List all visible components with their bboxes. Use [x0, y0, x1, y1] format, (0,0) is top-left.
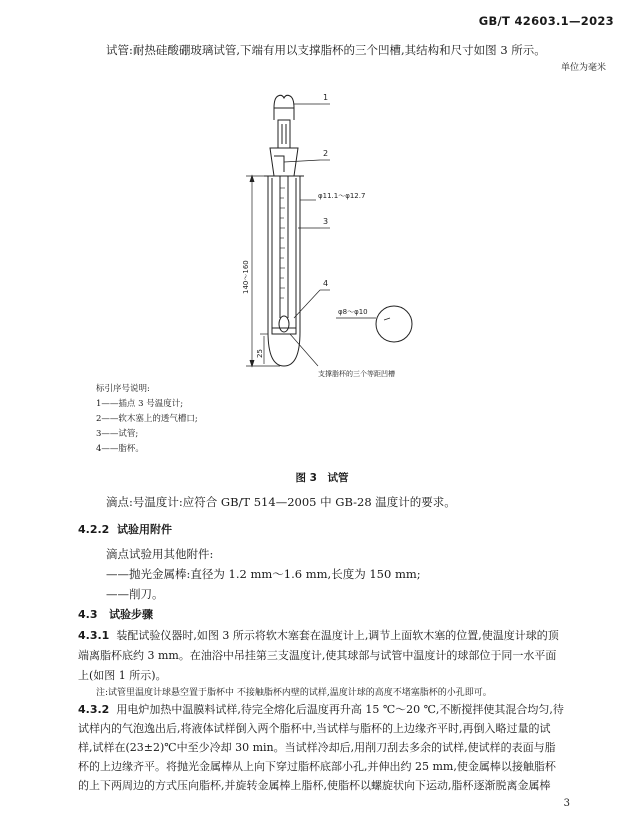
clause-line: 的上下两周边的方式压向脂杯,并旋转金属棒上脂杯,使脂杯以螺旋状向下运动,脂杯逐渐脱离金属棒	[78, 779, 551, 792]
standard-header: GB/T 42603.1—2023	[478, 14, 614, 28]
intro-paragraph: 试管:耐热硅酸硼玻璃试管,下端有用以支撑脂杯的三个凹槽,其结构和尺寸如图 3 所示。	[106, 43, 546, 57]
support-label: 支撑脂杯的三个等距凹槽	[318, 370, 395, 378]
section-number: 4.2.2	[78, 523, 110, 536]
clause-line: 上(如图 1 所示)。	[78, 669, 167, 682]
figure-caption: 图 3 试管	[295, 472, 349, 484]
legend-item: 1——插点 3 号温度计;	[96, 399, 184, 409]
callout-1: 1	[323, 93, 329, 102]
clause-4-3-2	[78, 700, 610, 795]
legend-item: 3——试管;	[96, 429, 139, 439]
thermometer-paragraph: 滴点:号温度计:应符合 GB/T 514—2005 中 GB-28 温度计的要求。	[106, 495, 456, 509]
clause-line: 样,试样在(23±2)℃中至少冷却 30 min。当试样冷却后,用削刀刮去多余的试样,使试样的表面与脂	[78, 741, 556, 754]
legend-item: 2——软木塞上的透气槽口;	[96, 414, 198, 424]
section-title: 试验步骤	[109, 608, 153, 621]
dim-total-label: 140～160	[242, 260, 250, 294]
accessories-intro: 滴点试验用其他附件:	[106, 547, 214, 561]
unit-note: 单位为毫米	[560, 63, 606, 73]
clause-line: 装配试验仪器时,如图 3 所示将软木塞套在温度计上,调节上面软木塞的位置,使温度计球的顶	[116, 629, 559, 642]
dim-bottom-label: 25	[256, 349, 264, 358]
accessory-item: ——抛光金属棒:直径为 1.2 mm～1.6 mm,长度为 150 mm;	[106, 567, 421, 581]
clause-number: 4.3.2	[78, 703, 110, 716]
dim-neck-label: φ11.1～φ12.7	[318, 192, 366, 200]
clause-line: 试样内的气泡逸出后,将液体试样倒入两个脂杯中,当试样与脂杯的上边缘齐平时,再倒入略过量的试	[78, 722, 551, 735]
accessory-item: ——削刀。	[106, 587, 164, 601]
legend-title: 标引序号说明:	[96, 384, 150, 394]
section-4-3-heading	[78, 606, 153, 622]
clause-4-3-1	[78, 626, 610, 686]
dim-circle-label: φ8～φ10	[338, 308, 368, 316]
clause-number: 4.3.1	[78, 629, 110, 642]
section-title: 试验用附件	[117, 523, 172, 536]
note: 注:试管里温度计球悬空置于脂杯中 不接触脂杯内壁的试样,温度计球的高度不堵塞脂杯的小孔即可。	[96, 688, 492, 698]
callout-2: 2	[323, 149, 329, 158]
figure-legend	[96, 382, 198, 457]
clause-line: 杯的上边缘齐平。将抛光金属棒从上向下穿过脂杯底部小孔,并伸出约 25 mm,使金属棒以接触脂杯	[78, 760, 556, 773]
callout-3: 3	[323, 217, 329, 226]
section-number: 4.3	[78, 608, 98, 621]
page-number: 3	[563, 798, 570, 809]
legend-item: 4——脂杯。	[96, 444, 144, 454]
callout-4: 4	[323, 279, 329, 288]
section-4-2-2-heading	[78, 521, 172, 537]
clause-line: 端离脂杯底约 3 mm。在油浴中吊挂第三支温度计,使其球部与试管中温度计的球部位于同一水平面	[78, 649, 557, 662]
test-tube-diagram	[190, 78, 490, 388]
clause-line: 用电炉加热中温膜料试样,待完全熔化后温度再升高 15 ℃～20 ℃,不断搅拌使其混合均匀,待	[116, 703, 564, 716]
